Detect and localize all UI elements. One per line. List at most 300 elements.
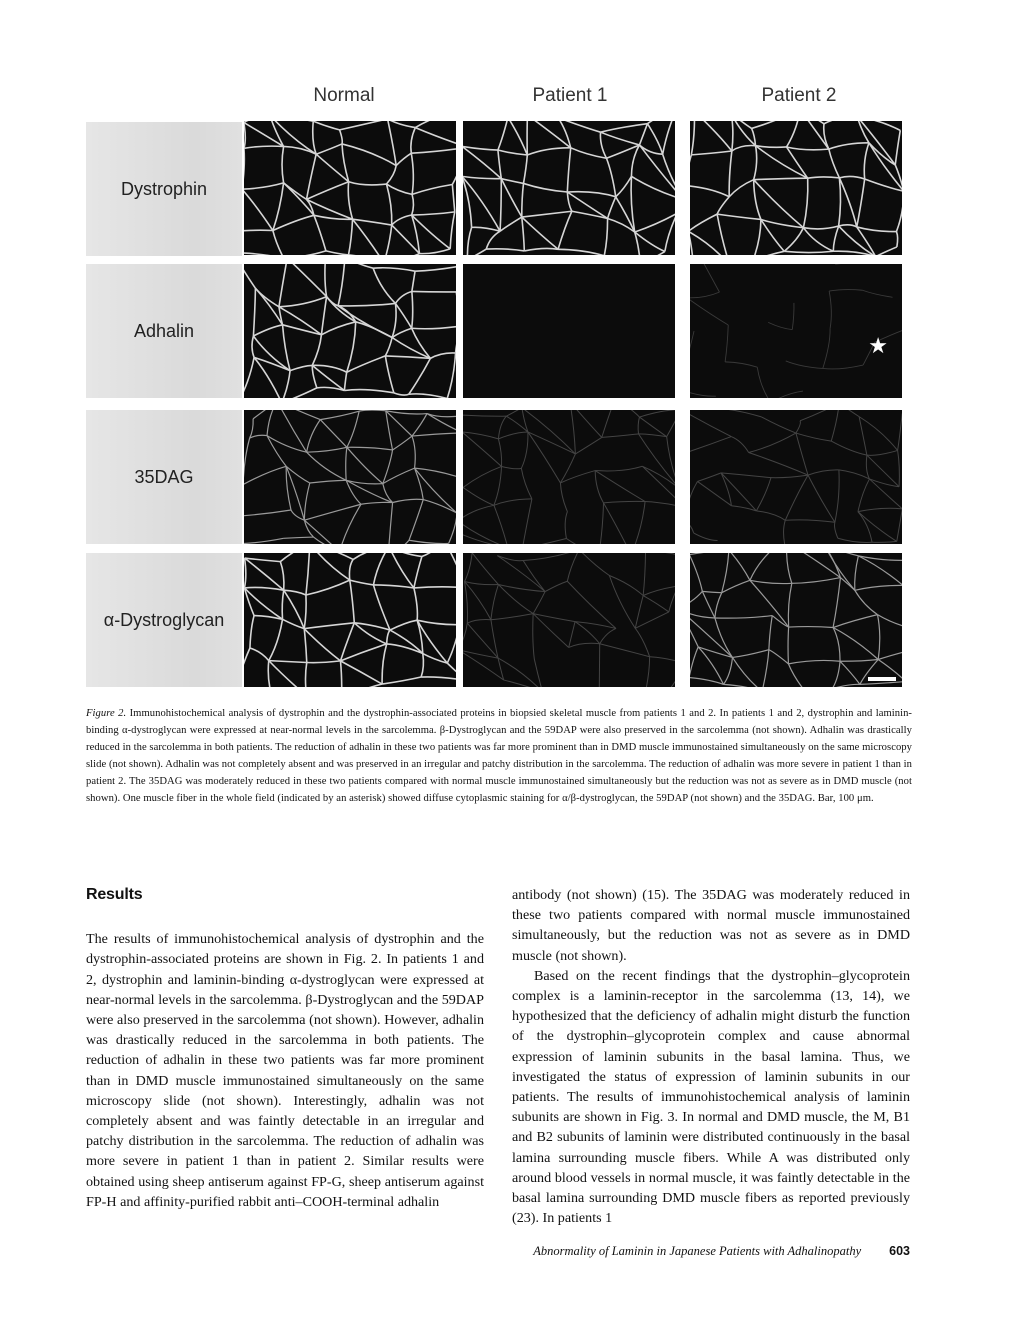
cell-outline (725, 362, 757, 367)
cell-outline (314, 215, 326, 251)
col-header-patient-1: Patient 1 (532, 85, 608, 106)
cell-outline (273, 183, 284, 231)
cell-outline (558, 249, 604, 255)
cell-outline (385, 338, 392, 356)
cell-outline (839, 178, 856, 227)
cell-outline (502, 466, 522, 468)
cell-outline (832, 661, 840, 687)
cell-outline (639, 410, 675, 417)
cell-outline (392, 303, 396, 337)
cell-outline (690, 298, 728, 325)
cell-outline (412, 433, 456, 436)
panel-dystrophin-normal (244, 121, 456, 255)
cell-outline (631, 176, 675, 199)
cell-outline (279, 307, 321, 335)
cell-outline (808, 177, 840, 178)
cell-outline (829, 143, 869, 149)
cell-outline (338, 264, 345, 306)
cell-outline (784, 228, 803, 252)
cell-outline (839, 225, 857, 227)
cell-outline (316, 144, 342, 154)
cell-outline (896, 232, 897, 247)
cell-outline (506, 410, 522, 416)
cell-outline (796, 433, 808, 475)
cell-outline (560, 483, 567, 512)
cell-outline (385, 356, 430, 358)
cell-outline (463, 415, 506, 416)
cell-outline (273, 231, 284, 255)
cell-outline (419, 249, 450, 254)
cell-outline (414, 557, 422, 588)
cell-outline (787, 553, 841, 578)
cell-outline (421, 677, 456, 681)
cell-outline (823, 365, 863, 369)
cell-outline (267, 436, 307, 453)
cell-outline (721, 473, 771, 478)
cell-outline (411, 147, 456, 153)
cell-outline (725, 325, 728, 362)
cell-outline (878, 615, 880, 660)
cell-outline (839, 470, 870, 479)
cell-outline (839, 176, 864, 179)
scale-bar (868, 677, 896, 681)
page-footer (420, 1244, 910, 1259)
cell-outline (579, 553, 609, 575)
cell-outline (803, 226, 838, 229)
cell-outline (864, 143, 869, 179)
cell-outline (690, 553, 729, 555)
cell-outline (244, 648, 250, 687)
figure-caption (86, 705, 912, 807)
panel-adhalin-patient1 (463, 264, 675, 398)
cell-outline (663, 121, 675, 154)
cell-outline (796, 433, 831, 441)
cell-outline (867, 455, 899, 487)
cell-outline (729, 553, 750, 580)
cell-outline (839, 410, 859, 417)
cell-outline (270, 121, 316, 154)
cell-outline (690, 186, 729, 197)
cell-outline (463, 432, 502, 467)
cell-outline (447, 353, 455, 398)
cell-outline (878, 649, 902, 659)
cell-outline (832, 684, 860, 687)
cell-outline (785, 520, 835, 522)
cell-outline (463, 623, 467, 649)
cell-outline (756, 511, 785, 520)
cell-outline (527, 121, 570, 148)
cell-outline (373, 268, 395, 303)
cell-outline (284, 590, 304, 628)
cell-outline (244, 438, 250, 485)
cell-outline (500, 179, 501, 232)
cell-outline (800, 121, 824, 124)
cell-outline (667, 437, 675, 489)
results-paragraph-3: Based on the recent findings that the dystrophin–glycoprotein complex is a laminin-receptor in the sarcolemma (13, 14), we hypothesized that the deficiency of adhalin might disturb the function of the dystrophin–glycoprotein complex and cause abnormal expression of laminin subunits in the basal lamina. Thus, we investigated the status of expression of laminin subunits in our patients. The results of immunohistochemical analysis of laminin subunits are shown in Fig. 3. In normal and DMD muscle, the M, B1 and B2 subunits of laminin were distributed continuously in the basal lamina surrounding muscle fibers. While A was distributed only around blood vessels in normal muscle, it was faintly detectable in the basal lamina surrounding DMD muscle fibers as reported previously (23). In patients 1 (512, 967, 910, 1227)
cell-outline (638, 417, 639, 434)
cell-outline (267, 410, 277, 436)
cell-outline (467, 227, 471, 255)
cell-outline (494, 499, 532, 505)
cell-outline (602, 410, 615, 437)
cell-outline (284, 251, 326, 255)
cell-outline (831, 441, 867, 455)
cell-outline (866, 455, 869, 479)
cell-outline (635, 612, 669, 628)
cell-outline (569, 622, 575, 648)
cell-outline (321, 297, 326, 335)
cell-outline (631, 502, 645, 544)
cell-outline (465, 581, 468, 623)
cell-outline (756, 146, 787, 148)
cell-outline (340, 121, 388, 130)
cell-outline (412, 212, 455, 215)
cell-outline (647, 124, 662, 155)
cell-outline (395, 303, 411, 328)
cell-outline (565, 512, 567, 539)
cell-outline (306, 553, 310, 595)
cell-outline (388, 503, 392, 544)
left-column (86, 885, 484, 1212)
cell-outline (304, 629, 340, 661)
cell-outline (373, 585, 390, 630)
cell-outline (603, 501, 645, 502)
cell-outline (269, 661, 307, 687)
cell-outline (722, 553, 729, 593)
cell-outline (347, 447, 383, 483)
cell-outline (858, 508, 902, 511)
cell-outline (320, 420, 347, 448)
cell-outline (729, 151, 732, 197)
cell-outline (786, 361, 823, 369)
cell-outline (534, 659, 542, 687)
cell-outline (463, 650, 498, 658)
cell-outline (498, 439, 501, 467)
cell-outline (250, 435, 267, 438)
cell-outline (645, 502, 675, 508)
panel-dystroglycan-normal (244, 553, 456, 687)
cell-outline (690, 292, 719, 298)
cell-outline (757, 367, 770, 398)
panel-35dag-patient2 (690, 410, 902, 544)
cell-outline (421, 654, 423, 677)
cell-outline (570, 410, 576, 454)
cell-outline (307, 420, 321, 453)
cell-outline (349, 559, 353, 580)
panel-35dag-normal (244, 410, 456, 544)
cell-outline (833, 628, 840, 662)
cell-outline (273, 215, 314, 230)
cell-outline (523, 183, 567, 192)
cell-outline (325, 264, 327, 297)
cell-outline (600, 628, 616, 643)
cell-outline (472, 553, 498, 585)
cell-outline (567, 148, 570, 192)
cell-outline (615, 410, 640, 417)
row-label-35dag: 35DAG (86, 410, 242, 544)
cell-outline (467, 249, 486, 255)
cell-outline (643, 586, 675, 596)
cell-outline (345, 264, 373, 268)
cell-outline (859, 417, 867, 456)
cell-outline (521, 432, 528, 468)
cell-outline (467, 620, 491, 624)
cell-outline (600, 644, 650, 657)
cell-outline (796, 421, 800, 433)
cell-outline (253, 288, 255, 336)
cell-outline (690, 481, 697, 521)
cell-outline (414, 588, 418, 620)
cell-outline (491, 585, 498, 620)
cell-outline (898, 450, 900, 486)
cell-outline (792, 303, 794, 330)
cell-outline (855, 556, 859, 590)
cell-outline (423, 500, 456, 514)
cell-outline (896, 191, 902, 231)
cell-outline (878, 615, 902, 627)
cell-outline (522, 217, 525, 251)
cell-outline (498, 121, 508, 150)
cell-outline (450, 212, 455, 249)
cell-outline (465, 581, 499, 584)
cell-outline (756, 478, 771, 511)
cell-outline (280, 553, 309, 562)
cell-outline (800, 410, 839, 421)
row-label-dystroglycan: α-Dystroglycan (86, 553, 242, 687)
cell-outline (602, 434, 639, 438)
cell-outline (307, 447, 347, 452)
cell-outline (463, 146, 498, 150)
cell-outline (422, 553, 445, 557)
cell-outline (721, 473, 756, 511)
cell-outline (347, 411, 359, 447)
cell-outline (350, 580, 374, 585)
cell-outline (388, 121, 397, 166)
cell-outline (244, 264, 255, 288)
cell-outline (412, 291, 456, 292)
cell-outline (501, 179, 521, 217)
cell-outline (575, 437, 601, 454)
cell-outline (508, 121, 527, 155)
cell-outline (829, 290, 862, 292)
cell-outline (571, 148, 607, 158)
cell-outline (788, 660, 840, 663)
cell-outline (697, 473, 721, 482)
cell-outline (560, 454, 575, 483)
cell-outline (650, 657, 675, 664)
cell-outline (831, 410, 839, 441)
cell-outline (245, 558, 281, 562)
cell-outline (244, 183, 284, 189)
cell-outline (244, 466, 286, 484)
cell-outline (761, 417, 796, 433)
cell-outline (522, 499, 532, 544)
cell-outline (313, 121, 316, 154)
cell-outline (731, 121, 755, 146)
cell-outline (833, 578, 840, 628)
cell-outline (595, 471, 645, 502)
cell-outline (463, 176, 472, 227)
cell-outline (702, 591, 721, 592)
cell-outline (803, 178, 807, 227)
cell-outline (808, 475, 835, 522)
cell-outline (753, 219, 761, 255)
cell-outline (691, 121, 694, 155)
cell-outline (838, 538, 872, 542)
cell-outline (769, 650, 789, 664)
cell-outline (533, 614, 535, 659)
cell-outline (642, 466, 675, 507)
cell-outline (305, 663, 306, 687)
cell-outline (732, 650, 768, 658)
cell-outline (533, 614, 569, 648)
cell-outline (409, 540, 449, 543)
cell-outline (749, 452, 808, 475)
cell-outline (702, 591, 715, 618)
cell-outline (310, 553, 353, 559)
cell-outline (792, 578, 841, 584)
cell-outline (486, 231, 500, 249)
cell-outline (808, 470, 839, 475)
cell-outline (522, 183, 524, 217)
cell-outline (608, 197, 616, 219)
cell-outline (835, 522, 838, 538)
cell-outline (631, 145, 639, 176)
cell-outline (384, 254, 420, 255)
cell-outline (254, 357, 282, 398)
figure-2 (86, 85, 906, 689)
cell-outline (463, 146, 501, 178)
cell-outline (244, 122, 245, 148)
cell-outline (669, 586, 675, 612)
cell-outline (342, 144, 396, 166)
cell-outline (283, 325, 291, 371)
cell-outline (639, 434, 667, 437)
cell-outline (255, 288, 279, 307)
cell-outline (750, 553, 772, 580)
cell-outline (631, 176, 635, 232)
cell-outline (306, 580, 350, 595)
cell-outline (527, 148, 570, 155)
cell-outline (282, 590, 284, 619)
cell-outline (250, 648, 269, 661)
cell-outline (732, 657, 762, 687)
cell-outline (307, 452, 347, 480)
cell-outline (244, 121, 270, 122)
cell-outline (414, 587, 456, 588)
cell-outline (857, 227, 897, 232)
cell-outline (304, 520, 313, 537)
cell-outline (715, 593, 722, 618)
cell-outline (344, 372, 346, 390)
cell-outline (858, 512, 872, 543)
results-paragraph-1: The results of immunohistochemical analysis of dystrophin and the dystrophin-associated proteins are shown in Fig. 2. In patients 1 and 2, dystrophin and laminin-binding α-dystroglycan were expressed at near-normal levels in the sarcolemma. β-Dystroglycan and the 59DAP were also preserved in the sarcolemma (not shown). However, adhalin was drastically reduced in the sarcolemma in both patients. The reduction of adhalin in these two patients was far more prominent than in DMD muscle immunostained simultaneously on the same microscopy slide (not shown). Interestingly, adhalin was not completely absent and was faintly detectable in an irregular and patchy distribution in the sarcolemma. The reduction of adhalin was more severe in patient 1 than in patient 2. Similar results were obtained using sheep antiserum against FP-G, sheep antiserum against FP-H and affinity-purified rabbit anti–COOH-terminal adhalin (86, 931, 484, 1210)
cell-outline (253, 325, 282, 336)
cell-outline (338, 303, 395, 306)
cell-outline (788, 583, 791, 627)
cell-outline (635, 628, 649, 656)
cell-outline (320, 411, 359, 419)
panel-adhalin-patient2 (690, 264, 902, 398)
cell-outline (244, 253, 284, 255)
cell-outline (382, 677, 421, 684)
cell-outline (690, 521, 694, 533)
cell-outline (373, 585, 413, 588)
cell-outline (304, 504, 361, 520)
cell-outline (715, 618, 733, 657)
cell-outline (244, 230, 273, 231)
cell-outline (840, 659, 878, 661)
cell-outline (857, 179, 865, 227)
cell-outline (732, 146, 756, 151)
cell-outline (279, 297, 327, 307)
cell-outline (445, 553, 456, 588)
cell-outline (857, 121, 900, 130)
cell-outline (754, 146, 757, 180)
cell-outline (498, 150, 501, 179)
cell-outline (643, 596, 669, 612)
cell-outline (348, 182, 352, 219)
cell-outline (690, 555, 702, 592)
cell-outline (787, 553, 792, 583)
cell-outline (690, 214, 717, 231)
cell-outline (722, 580, 750, 592)
cell-outline (898, 413, 902, 450)
cell-outline (840, 578, 854, 591)
panel-35dag-patient1 (463, 410, 675, 544)
cell-outline (840, 661, 860, 684)
cell-outline (389, 553, 414, 588)
cell-outline (664, 663, 675, 687)
cell-outline (307, 661, 341, 663)
cell-outline (702, 264, 719, 292)
cell-outline (506, 416, 528, 432)
cell-outline (524, 248, 558, 251)
cell-outline (452, 147, 456, 184)
cell-outline (498, 658, 542, 687)
cell-outline (313, 121, 339, 130)
cell-outline (601, 124, 648, 133)
cell-outline (386, 184, 391, 225)
cell-outline (566, 539, 598, 544)
row-label-adhalin: Adhalin (86, 264, 242, 398)
cell-outline (287, 264, 326, 297)
cell-outline (463, 466, 501, 487)
cell-outline (494, 466, 502, 505)
cell-outline (344, 390, 393, 393)
cell-outline (244, 558, 245, 588)
cell-outline (803, 228, 833, 252)
cell-outline (340, 661, 382, 684)
cell-outline (720, 410, 761, 417)
cell-outline (829, 149, 840, 178)
col-header-patient-2: Patient 2 (761, 85, 837, 106)
cell-outline (824, 121, 857, 124)
cell-outline (690, 390, 716, 396)
cell-outline (312, 335, 321, 366)
panel-dystrophin-patient2 (690, 121, 902, 255)
cell-outline (500, 217, 522, 231)
cell-outline (690, 647, 698, 678)
cell-outline (769, 616, 772, 650)
cell-outline (430, 353, 455, 358)
cell-outline (304, 629, 307, 663)
cell-outline (533, 592, 545, 614)
cell-outline (731, 121, 733, 151)
cell-outline (690, 331, 694, 376)
cell-outline (895, 130, 900, 165)
cell-outline (785, 475, 808, 520)
